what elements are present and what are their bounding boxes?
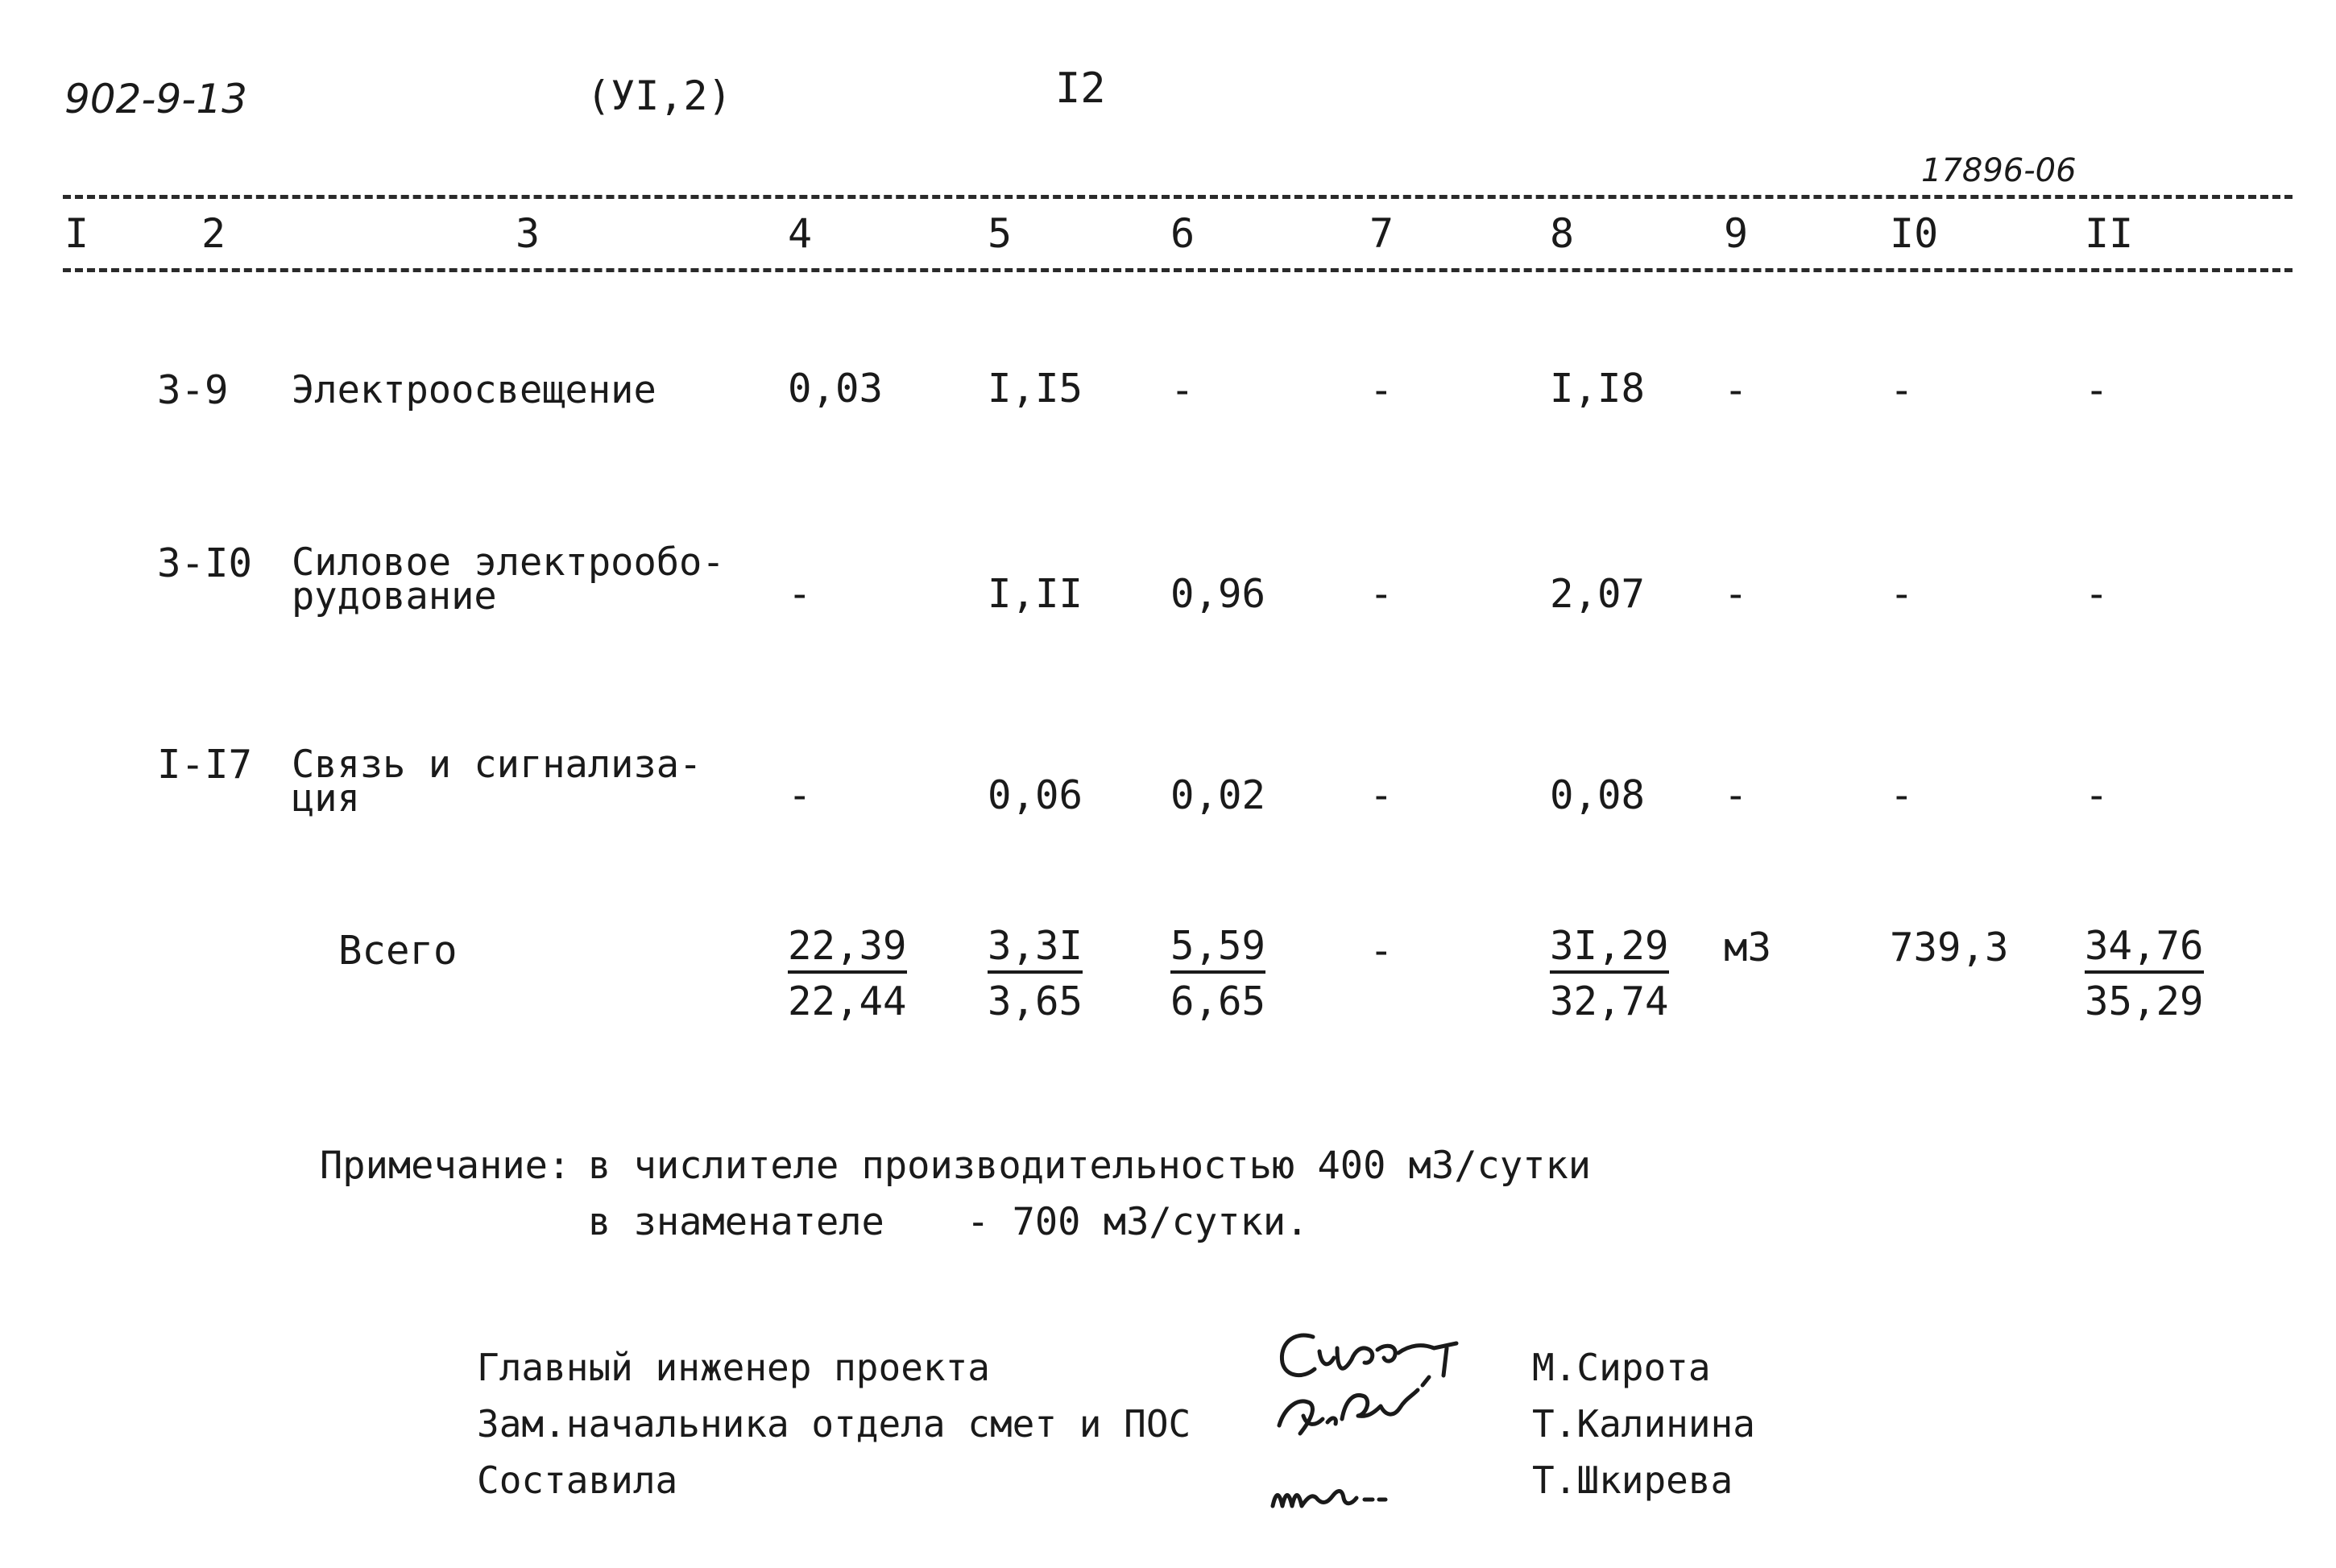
total-col-8-numerator: 3I,29 — [1550, 926, 1669, 974]
signature-role: Зам.начальника отдела смет и ПОС — [477, 1402, 1191, 1446]
cell-col-4: - — [788, 772, 812, 818]
cell-col-9: - — [1724, 367, 1748, 413]
cell-col-7: - — [1369, 571, 1394, 617]
cell-col-6: 0,02 — [1170, 772, 1266, 818]
total-col-5 — [988, 923, 1083, 1024]
total-col-8 — [1550, 923, 1669, 1024]
page-number: I2 — [1055, 64, 1106, 113]
column-header-1: I — [64, 210, 89, 257]
inventory-number: 17896-06 — [1921, 152, 2077, 189]
total-col-5-denominator: 3,65 — [988, 978, 1083, 1024]
cell-col-11: - — [2085, 367, 2109, 413]
cell-col-8: I,I8 — [1550, 366, 1646, 412]
column-header-9: 9 — [1724, 210, 1749, 257]
total-col-11 — [2085, 923, 2204, 1024]
signature-2-stroke — [1279, 1401, 1323, 1434]
handwritten-signatures — [1265, 1313, 1506, 1538]
total-col-11-numerator: 34,76 — [2085, 926, 2204, 974]
cell-col-5: 0,06 — [988, 772, 1083, 818]
signature-role: Составила — [477, 1458, 678, 1502]
signature-name: Т.Шкирева — [1532, 1458, 1733, 1502]
cell-col-10: - — [1890, 367, 1914, 413]
cell-col-4: - — [788, 571, 812, 617]
cell-col-4: 0,03 — [788, 366, 884, 412]
total-col-6-numerator: 5,59 — [1170, 926, 1265, 974]
header-rule-bottom — [63, 268, 2293, 272]
signature-2-stroke — [1327, 1377, 1429, 1424]
note-line-2-label: в знаменателе — [588, 1200, 884, 1244]
cell-col-5: I,II — [988, 571, 1083, 617]
total-col-9-unit: м3 — [1724, 925, 1772, 970]
total-col-10: 739,3 — [1890, 925, 2009, 970]
column-header-3: 3 — [516, 210, 541, 257]
signature-name: М.Сирота — [1532, 1346, 1711, 1389]
total-col-5-numerator: 3,3I — [988, 926, 1083, 974]
row-name: Электроосвещение — [292, 368, 656, 412]
cell-col-10: - — [1890, 571, 1914, 617]
cell-col-5: I,I5 — [988, 366, 1083, 412]
row-code: 3-I0 — [157, 540, 253, 586]
row-code: 3-9 — [157, 367, 229, 413]
signature-name: Т.Калинина — [1532, 1402, 1755, 1446]
row-name-line-1: Связь и сигнализа- — [292, 743, 702, 787]
note-label: Примечание: — [320, 1144, 571, 1188]
cell-col-6: - — [1170, 367, 1195, 413]
document-code: 902-9-13 — [64, 76, 247, 122]
column-header-10: I0 — [1890, 210, 1939, 257]
column-header-11: II — [2085, 210, 2134, 257]
column-header-6: 6 — [1170, 210, 1195, 257]
row-name-line-1: Силовое электрообо- — [292, 540, 725, 585]
note-line-1: в числителе производительностью 400 м3/сутки — [588, 1144, 1592, 1188]
cell-col-8: 2,07 — [1550, 571, 1646, 617]
total-label: Всего — [338, 928, 458, 974]
signature-3-stroke — [1273, 1491, 1385, 1507]
note-line-2-value: - 700 м3/сутки. — [967, 1200, 1309, 1244]
column-header-5: 5 — [988, 210, 1013, 257]
cell-col-6: 0,96 — [1170, 571, 1266, 617]
cell-col-11: - — [2085, 571, 2109, 617]
cell-col-10: - — [1890, 772, 1914, 818]
total-col-8-denominator: 32,74 — [1550, 978, 1669, 1024]
cell-col-9: - — [1724, 571, 1748, 617]
signature-1-stroke — [1319, 1348, 1373, 1368]
total-col-6 — [1170, 923, 1266, 1024]
row-name-line-2: ция — [292, 776, 360, 821]
cell-col-9: - — [1724, 772, 1748, 818]
signature-role: Главный инженер проекта — [477, 1346, 990, 1389]
row-name-line-2: рудование — [292, 574, 497, 619]
cell-col-11: - — [2085, 772, 2109, 818]
total-col-4-numerator: 22,39 — [788, 926, 907, 974]
column-header-8: 8 — [1550, 210, 1575, 257]
signature-1-stroke — [1377, 1343, 1456, 1376]
column-header-4: 4 — [788, 210, 813, 257]
section-code: (УI,2) — [586, 72, 732, 119]
cell-col-7: - — [1369, 367, 1394, 413]
total-col-11-denominator: 35,29 — [2085, 978, 2204, 1024]
row-code: I-I7 — [157, 742, 253, 788]
total-col-6-denominator: 6,65 — [1170, 978, 1266, 1024]
column-header-7: 7 — [1369, 210, 1394, 257]
cell-col-7: - — [1369, 772, 1394, 818]
total-col-4 — [788, 923, 907, 1024]
column-header-2: 2 — [201, 210, 226, 257]
header-rule-top — [63, 195, 2293, 199]
total-col-4-denominator: 22,44 — [788, 978, 907, 1024]
signature-1-stroke — [1282, 1335, 1315, 1375]
cell-col-8: 0,08 — [1550, 772, 1646, 818]
total-col-7: - — [1369, 928, 1394, 974]
